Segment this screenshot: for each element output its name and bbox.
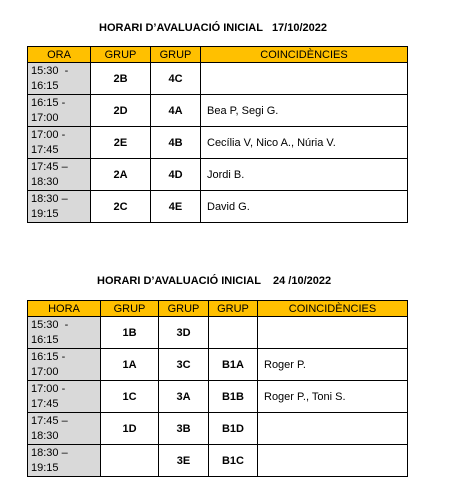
grup-cell: B1C xyxy=(209,445,258,477)
time-cell: 15:30 - 16:15 xyxy=(28,63,91,95)
table-row xyxy=(28,159,408,191)
table-row xyxy=(28,413,408,445)
header-grup: GRUP xyxy=(91,47,151,63)
header-grup: GRUP xyxy=(101,301,159,317)
time-cell: 18:30 – 19:15 xyxy=(28,445,101,477)
grup-cell: 3E xyxy=(159,445,209,477)
table-row xyxy=(28,349,408,381)
grup-cell: B1D xyxy=(209,413,258,445)
time-cell: 16:15 - 17:00 xyxy=(28,349,101,381)
grup-cell: 4E xyxy=(151,191,201,223)
grup-cell: 3B xyxy=(159,413,209,445)
coincidencies-cell: Roger P. xyxy=(258,349,408,381)
grup-cell: 4D xyxy=(151,159,201,191)
time-cell: 17:00 - 17:45 xyxy=(28,127,91,159)
table-row xyxy=(28,127,408,159)
grup-cell: 4A xyxy=(151,95,201,127)
grup-cell: B1A xyxy=(209,349,258,381)
coincidencies-cell xyxy=(258,413,408,445)
header-grup: GRUP xyxy=(159,301,209,317)
time-cell: 16:15 - 17:00 xyxy=(28,95,91,127)
coincidencies-cell: Bea P, Segi G. xyxy=(201,95,408,127)
time-cell: 17:45 – 18:30 xyxy=(28,413,101,445)
header-coincidencies: COINCIDÈNCIES xyxy=(201,47,408,63)
schedule-1-table xyxy=(27,46,408,223)
coincidencies-cell xyxy=(258,317,408,349)
grup-cell: 2B xyxy=(91,63,151,95)
table-row xyxy=(28,445,408,477)
grup-cell: 3D xyxy=(159,317,209,349)
table-row xyxy=(28,317,408,349)
coincidencies-cell: Roger P., Toni S. xyxy=(258,381,408,413)
table-row xyxy=(28,381,408,413)
header-grup: GRUP xyxy=(151,47,201,63)
grup-cell: 2E xyxy=(91,127,151,159)
grup-cell: 3A xyxy=(159,381,209,413)
grup-cell: 4B xyxy=(151,127,201,159)
coincidencies-cell: Jordi B. xyxy=(201,159,408,191)
grup-cell: 1B xyxy=(101,317,159,349)
header-ora: ORA xyxy=(28,47,91,63)
grup-cell: 1A xyxy=(101,349,159,381)
grup-cell: B1B xyxy=(209,381,258,413)
grup-cell: 2A xyxy=(91,159,151,191)
grup-cell: 3C xyxy=(159,349,209,381)
schedule-2-table xyxy=(27,300,408,477)
time-cell: 15:30 - 16:15 xyxy=(28,317,101,349)
header-grup: GRUP xyxy=(209,301,258,317)
schedule-1-title: HORARI D’AVALUACIÓ INICIAL 17/10/2022 xyxy=(99,22,327,34)
coincidencies-cell: David G. xyxy=(201,191,408,223)
grup-cell: 2D xyxy=(91,95,151,127)
grup-cell xyxy=(209,317,258,349)
table-row xyxy=(28,63,408,95)
grup-cell: 2C xyxy=(91,191,151,223)
table-row xyxy=(28,95,408,127)
schedule-2-title: HORARI D’AVALUACIÓ INICIAL 24 /10/2022 xyxy=(97,275,332,287)
table-header-row xyxy=(28,301,408,317)
grup-cell: 1D xyxy=(101,413,159,445)
time-cell: 17:45 – 18:30 xyxy=(28,159,91,191)
time-cell: 17:00 - 17:45 xyxy=(28,381,101,413)
grup-cell xyxy=(101,445,159,477)
coincidencies-cell: Cecília V, Nico A., Núria V. xyxy=(201,127,408,159)
header-coincidencies: COINCIDÈNCIES xyxy=(258,301,408,317)
table-header-row xyxy=(28,47,408,63)
header-hora: HORA xyxy=(28,301,101,317)
coincidencies-cell xyxy=(201,63,408,95)
grup-cell: 1C xyxy=(101,381,159,413)
grup-cell: 4C xyxy=(151,63,201,95)
coincidencies-cell xyxy=(258,445,408,477)
table-row xyxy=(28,191,408,223)
time-cell: 18:30 – 19:15 xyxy=(28,191,91,223)
